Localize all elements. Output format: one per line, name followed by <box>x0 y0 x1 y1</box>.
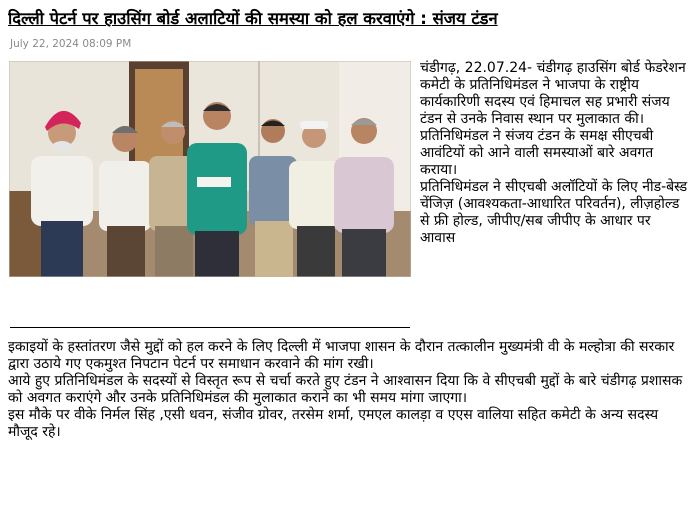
article-headline[interactable]: दिल्ली पेटर्न पर हाउसिंग बोर्ड अलाटियों की समस्या को हल करवाएंगे : संजय टंडन <box>8 9 498 28</box>
paragraph-demands: प्रतिनिधिमंडल ने सीएचबी अलॉटियों के लिए नीड-बेस्ड चेंजिज़ (आवश्यकता-आधारित परिवर्तन), लीज़होल्ड से फ्री होल्ड, जीपीए/सब जीपीए के आधार पर आवास <box>420 179 688 246</box>
article-body-side <box>420 60 688 247</box>
paragraph-continuation: इकाइयों के हस्तांतरण जैसे मुद्दों को हल करने के लिए दिल्ली में भाजपा शासन के दौरान तत्कालीन मुख्यमंत्री वी के मल्होत्रा की सरकार द्वारा उठाये गए एकमुश्त निपटान पेटर्न पर समाधान करवाने की मांग रखी। <box>8 339 675 372</box>
divider <box>10 327 410 328</box>
paragraph-assurance: आये हुए प्रतिनिधिमंडल के सदस्यों से विस्तृत रूप से चर्चा करते हुए टंडन ने आश्वासन दिया कि वे सीएचबी मुद्दों के बारे चंडीगढ़ प्रशासक को अवगत कराएंगे और उनके प्रतिनिधिमंडल की मुलाकात कराने का भी समय मांगा जाएगा। <box>8 373 683 406</box>
paragraph-intro: चंडीगढ़, 22.07.24- चंडीगढ़ हाउसिंग बोर्ड फेडरेशन कमेटी के प्रतिनिधिमंडल ने भाजपा के राष्ट्रीय कार्यकारिणी सदस्य एवं हिमाचल सह प्रभारी संजय टंडन से उनके निवास स्थान पर मुलाकात की। <box>420 60 686 127</box>
article-body-full <box>8 339 688 441</box>
publish-date: July 22, 2024 08:09 PM <box>10 38 132 50</box>
paragraph-issues: प्रतिनिधिमंडल ने संजय टंडन के समक्ष सीएचबी आवंटियों को आने वाली समस्याओं बारे अवगत कराया। <box>420 128 654 178</box>
paragraph-attendees: इस मौके पर वीके निर्मल सिंह ,एसी धवन, संजीव ग्रोवर, तरसेम शर्मा, एमएल कालड़ा व एएस वालिया सहित कमेटी के अन्य सदस्य मौजूद रहे। <box>8 407 659 440</box>
article-photo <box>9 61 411 277</box>
